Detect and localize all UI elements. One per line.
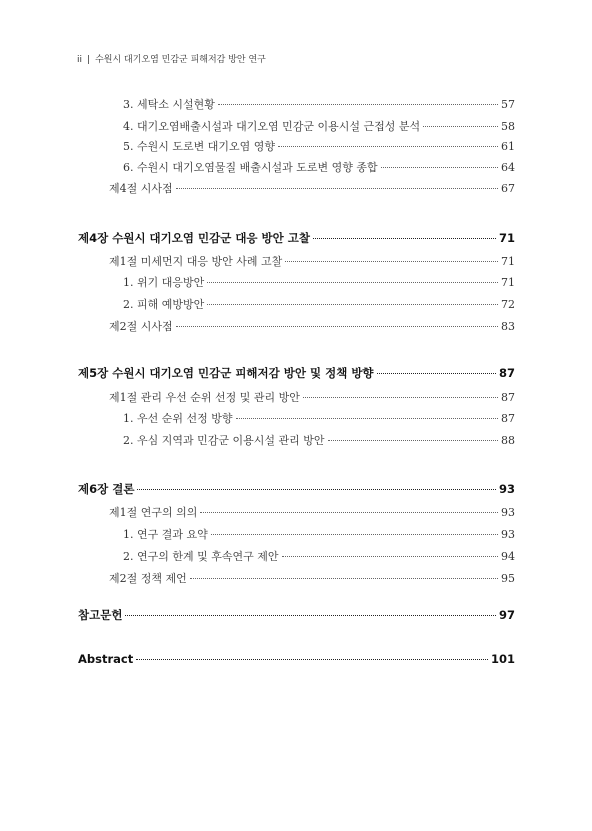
toc-entry-page-number: 67 (501, 182, 515, 195)
toc-entry-page-number: 71 (498, 231, 515, 245)
toc-entry-chapter[interactable] (78, 230, 515, 246)
toc-entry-page-number: 57 (501, 98, 515, 111)
toc-entry-label: 2. 우심 지역과 민감군 이용시설 관리 방안 (123, 434, 325, 447)
dot-leader (285, 261, 498, 262)
toc-entry-chapter[interactable] (78, 365, 515, 381)
toc-entry-page-number: 87 (501, 412, 515, 425)
toc-entry-item[interactable] (123, 296, 515, 312)
toc-entry-label: 제1절 연구의 의의 (109, 506, 198, 519)
toc-entry-section[interactable] (109, 318, 515, 334)
running-header (77, 52, 266, 65)
toc-entry-label: 1. 위기 대응방안 (123, 276, 205, 289)
toc-entry-label: 제1절 관리 우선 순위 선정 및 관리 방안 (109, 391, 300, 404)
dot-leader (381, 167, 498, 168)
toc-entry-label: 제2절 정책 제언 (109, 572, 187, 585)
dot-leader (176, 326, 498, 327)
toc-entry-label: 제1절 미세먼지 대응 방안 사례 고찰 (109, 255, 283, 268)
toc-entry-page-number: 71 (501, 276, 515, 289)
toc-entry-label: 2. 연구의 한계 및 후속연구 제안 (123, 550, 279, 563)
toc-entry-chapter[interactable] (78, 652, 515, 666)
toc-entry-page-number: 87 (501, 391, 515, 404)
toc-entry-label: 제2절 시사점 (109, 320, 173, 333)
toc-entry-page-number: 72 (501, 298, 515, 311)
dot-leader (207, 304, 498, 305)
dot-leader (218, 104, 498, 105)
dot-leader (136, 659, 488, 660)
toc-entry-label: Abstract (78, 652, 134, 666)
toc-entry-item[interactable] (123, 159, 515, 175)
toc-entry-item[interactable] (123, 432, 515, 448)
dot-leader (236, 418, 499, 419)
dot-leader (137, 489, 496, 490)
toc-entry-section[interactable] (109, 570, 515, 586)
toc-entry-page-number: 88 (501, 434, 515, 447)
toc-entry-label: 6. 수원시 대기오염물질 배출시설과 도로변 영향 종합 (123, 161, 378, 174)
toc-entry-section[interactable] (109, 504, 515, 520)
toc-entry-page-number: 94 (501, 550, 515, 563)
dot-leader (303, 397, 498, 398)
toc-entry-page-number: 87 (498, 366, 515, 380)
toc-entry-item[interactable] (123, 118, 515, 134)
toc-entry-chapter[interactable] (78, 607, 515, 623)
toc-entry-label: 제6장 결론 (78, 482, 135, 496)
toc-entry-item[interactable] (123, 274, 515, 290)
toc-entry-label: 참고문헌 (78, 608, 123, 622)
dot-leader (377, 373, 496, 374)
header-page-number: ii (77, 55, 83, 65)
dot-leader (125, 615, 496, 616)
dot-leader (313, 238, 496, 239)
toc-entry-page-number: 93 (498, 482, 515, 496)
toc-entry-page-number: 58 (501, 120, 515, 133)
header-title: 수원시 대기오염 민감군 피해저감 방안 연구 (95, 55, 266, 65)
toc-entry-label: 4. 대기오염배출시설과 대기오염 민감군 이용시설 근접성 분석 (123, 120, 421, 133)
toc-entry-page-number: 64 (501, 161, 515, 174)
toc-entry-page-number: 61 (501, 140, 515, 153)
toc-entry-item[interactable] (123, 138, 515, 154)
dot-leader (328, 440, 499, 441)
toc-entry-label: 제4장 수원시 대기오염 민감군 대응 방안 고찰 (78, 231, 310, 245)
toc-entry-page-number: 83 (501, 320, 515, 333)
toc-entry-page-number: 97 (498, 608, 515, 622)
dot-leader (176, 188, 498, 189)
toc-entry-section[interactable] (109, 389, 515, 405)
dot-leader (278, 146, 498, 147)
dot-leader (423, 126, 498, 127)
dot-leader (200, 512, 498, 513)
dot-leader (207, 282, 498, 283)
toc-entry-label: 제5장 수원시 대기오염 민감군 피해저감 방안 및 정책 방향 (78, 366, 374, 380)
toc-entry-page-number: 95 (501, 572, 515, 585)
dot-leader (190, 578, 498, 579)
toc-entry-chapter[interactable] (78, 481, 515, 497)
toc-entry-page-number: 101 (490, 652, 515, 666)
toc-entry-section[interactable] (109, 253, 515, 269)
toc-entry-label: 2. 피해 예방방안 (123, 298, 205, 311)
toc-entry-item[interactable] (123, 548, 515, 564)
toc-entry-item[interactable] (123, 410, 515, 426)
toc-entry-item[interactable] (123, 526, 515, 542)
header-separator: | (87, 55, 91, 65)
toc-entry-label: 제4절 시사점 (109, 182, 173, 195)
toc-entry-label: 1. 연구 결과 요약 (123, 528, 208, 541)
toc-entry-label: 3. 세탁소 시설현황 (123, 98, 215, 111)
toc-entry-label: 1. 우선 순위 선정 방향 (123, 412, 233, 425)
toc-entry-item[interactable] (123, 96, 515, 112)
toc-entry-section[interactable] (109, 180, 515, 196)
toc-entry-page-number: 71 (501, 255, 515, 268)
toc-entry-page-number: 93 (501, 506, 515, 519)
dot-leader (211, 534, 498, 535)
dot-leader (282, 556, 499, 557)
toc-entry-page-number: 93 (501, 528, 515, 541)
toc-entry-label: 5. 수원시 도로변 대기오염 영향 (123, 140, 275, 153)
